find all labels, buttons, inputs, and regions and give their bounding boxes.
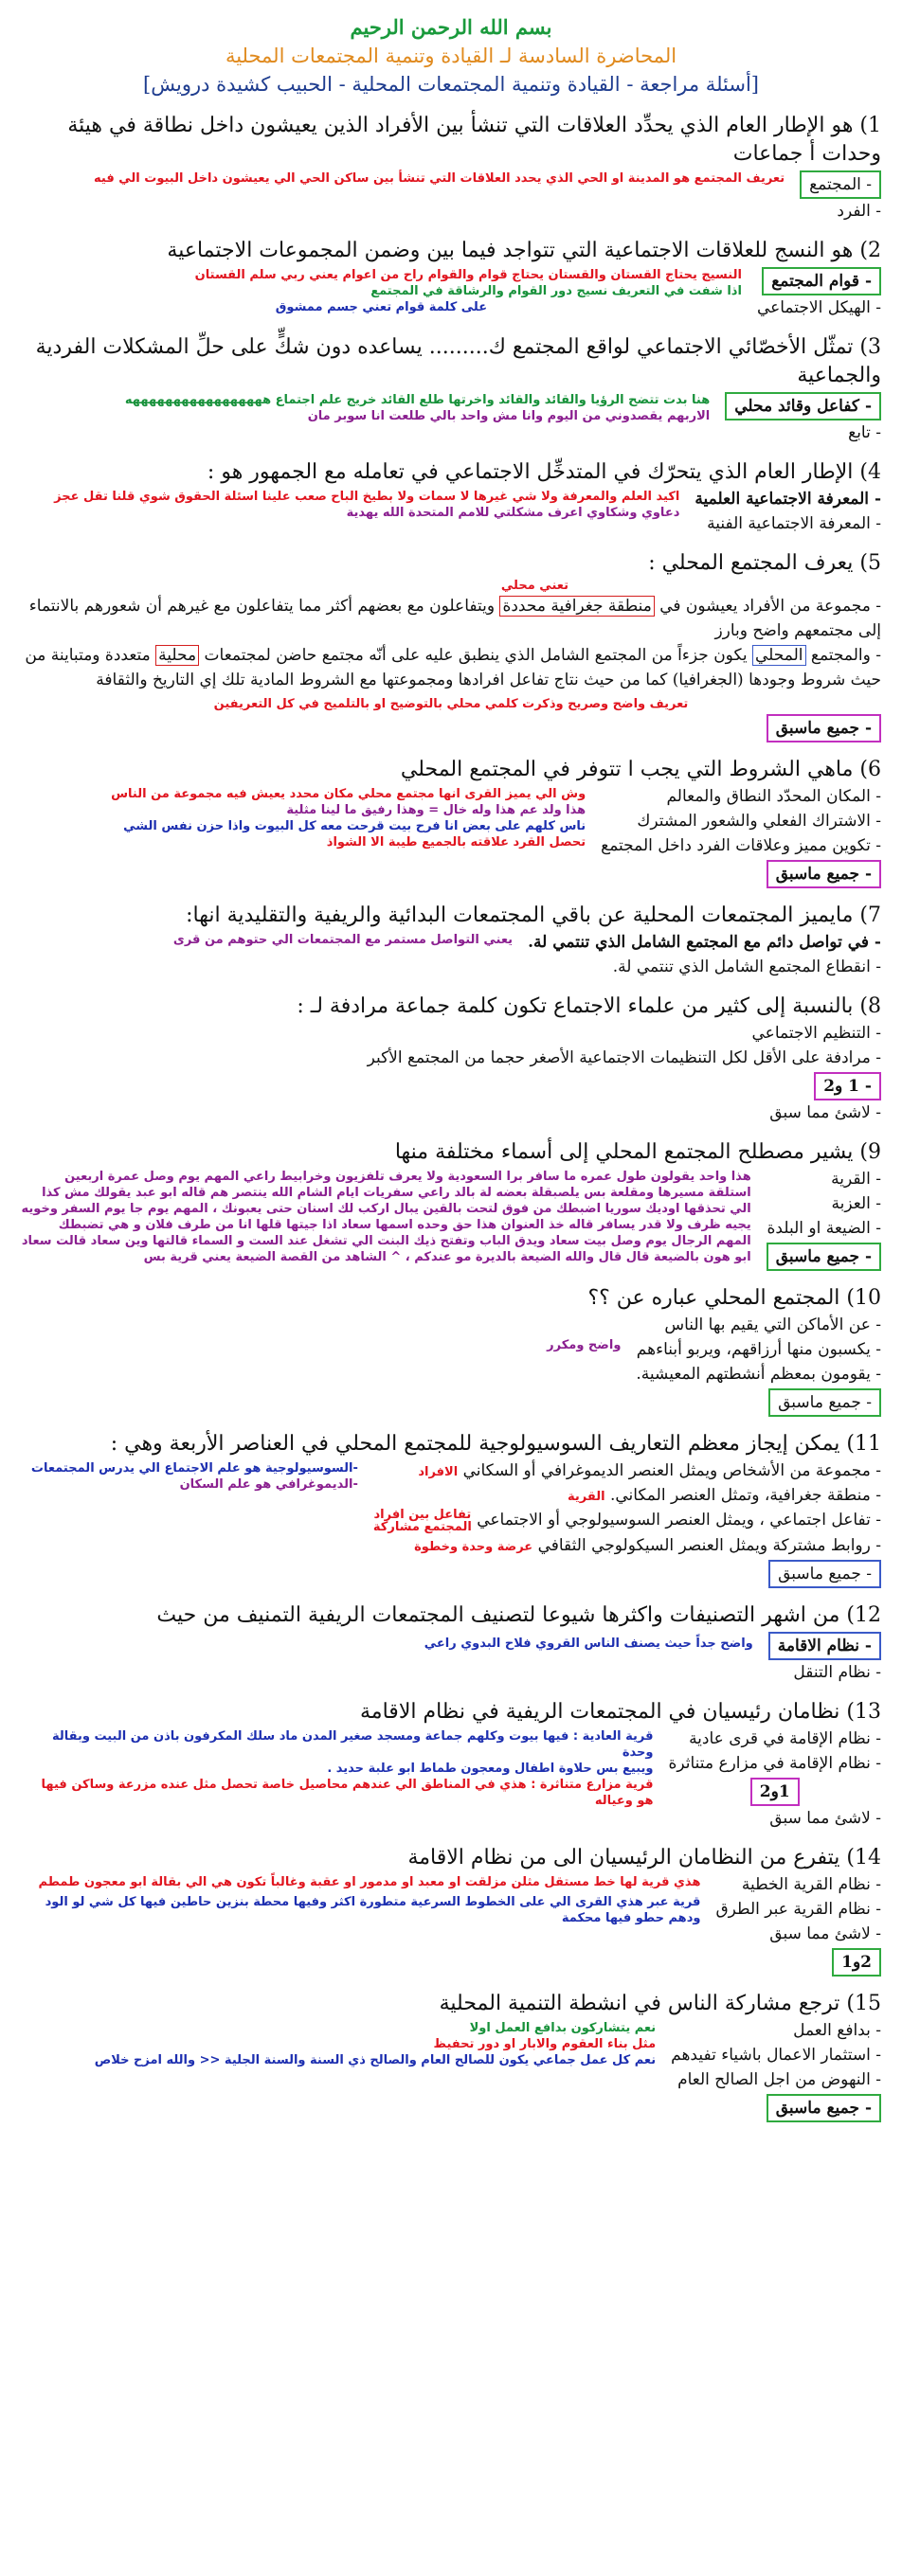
text-run: ويتفاعلون مع بعضهم أكثر مما يتفاعلون مع غيرهم أن شعورهم بالانتماء إلى مجتمعهم واضح وبارز (28, 597, 881, 640)
option (373, 1533, 881, 1558)
option: - مرادفة على الأقل لكل التنظيمات الاجتماعية الأصغر حجما من المجتمع الأكبر (367, 1048, 881, 1067)
question-2 (21, 237, 881, 320)
annotation-note: هنا بدت تتضح الرؤيا والقائد والقائد واخرتها طلع القائد خريج علم اجتماع هههههههههههههههههه (124, 393, 711, 407)
annotation-note: تعريف المجتمع هو المدينة او الحي الذي يحدد العلاقات التي تنشأ بين ساكن الحي الي يعيشون داخل البيوت الي فيه (94, 171, 785, 186)
document-header (0, 0, 902, 98)
question-11 (21, 1430, 881, 1588)
answer-box: - جميع ماسبق (767, 714, 881, 742)
option: - الضيعة او البلدة (767, 1219, 881, 1238)
option: - الهيكل الاجتماعي (756, 298, 881, 317)
annotation-note: النسيج يحتاج القستان والقستان يحتاج قوام والقوام راح من اعوام يعني ربي سلم القستان (194, 268, 742, 282)
annotation-note: وش الي يميز القرى انها مجتمع محلي مكان محدد يعيش فيه مجموعة من الناس (111, 787, 586, 801)
text-run: - مجموعة من الأفراد يعيشون في (654, 597, 881, 616)
question-title: 2) هو النسج للعلاقات الاجتماعية التي تتواجد فيما بين وضمن المجموعات الاجتماعية (167, 239, 881, 262)
question-title: 12) من اشهر التصنيفات واكثرها شيوعا لتصنيف المجتمعات الريفية التمنيف من حيث (156, 1602, 881, 1627)
document-subtitle: [أسئلة مراجعة - القيادة وتنمية المجتمعات المحلية - الحبيب كشيدة درويش] (143, 73, 759, 96)
option: - بدافع العمل (793, 2020, 881, 2040)
annotation-note: هذا ولد عم هذا وله خال = وهذا رفيق ما لينا مثلية (286, 803, 586, 817)
annotation-note: يعني التواصل مستمر مع المجتمعات الي حتوهم من قرى (172, 933, 514, 947)
option: - انقطاع المجتمع الشامل الذي تنتمي لة. (612, 957, 881, 976)
option: - نظام القرية عبر الطرق (715, 1899, 881, 1919)
option: - القرية (831, 1170, 881, 1189)
annotation-note: واضح جداً حيث يصنف الناس القروي فلاح البدوي راعي (424, 1636, 753, 1651)
question-title: 7) مايميز المجتمعات المحلية عن باقي المجتمعات البدائية والريفية والتقليدية انها: (186, 903, 881, 927)
option: - عن الأماكن التي يقيم بها الناس (664, 1315, 881, 1334)
question-title: 8) بالنسبة إلى كثير من علماء الاجتماع تكون كلمة جماعة مرادفة لـ : (297, 994, 881, 1018)
option: - نظام القرية الخطية (741, 1874, 881, 1894)
annotation-note: قرية العادية : فيها بيوت وكلهم جماعة ومسجد صغير المدن ماد سلك المكرفون باذن من البيت وبقالة وحدة (51, 1728, 654, 1760)
basmala: بسم الله الرحمن الرحيم (350, 15, 552, 39)
option: - لاشئ مما سبق (769, 1923, 881, 1943)
answer-box: - جميع ماسبق (767, 1243, 881, 1271)
question-5 (21, 549, 881, 742)
option (373, 1458, 881, 1483)
question-title: 6) ماهي الشروط التي يجب ا تتوفر في المجتمع المحلي (400, 758, 881, 781)
option: - الاشتراك الفعلي والشعور المشترك (637, 812, 881, 831)
question-14 (21, 1844, 881, 1977)
question-title: 9) يشير مصطلح المجتمع المحلي إلى أسماء مختلفة منها (394, 1140, 881, 1164)
option: - الفرد (837, 202, 881, 221)
option (373, 1483, 881, 1508)
annotation-note: هذا واحد يقولون طول عمره ما سافر برا السعودية ولا يعرف تلفزيون وخرابيط راعي المهم يوم وصل عمرة اربعين استلقة مسيرها ومقلعة بس يلصبقلة بعضه لة بالد راعي سفريات ايام الشام الله ينتصر هم قاله ابو عبد يقولك مش كذا الي تحذقها اوديك سوريا اضبطك من فوق لتحت بالقين يبال اركب لك اسنان حتى يعبونك ، المهم يوم جا يوم السفر وخويه يجيه ظرف ولا قدر يسافر قاله خذ العنوان هذا حق وحده اسمها سعاد اذا جيتها قلها انا من طرف فلان و هي تضبطك المهم الرجال يوم وصل بيت سعاد ويدق الباب وتفتح ذيك البنت الي تشغل عند الست و السماء قالتها وين سعاد قالت سعاد ابو هون بالضيعة قال قال والله الضيعة بالديرة مو عندكم ، ^ الشاهد من القصة الضيعة يعني قرية بس (21, 1170, 751, 1264)
question-title: 13) نظامان رئيسيان في المجتمعات الريفية في نظام الاقامة (360, 1699, 881, 1724)
annotation-note: ناس كلهم على بعض انا فرح بيت قرحت معه كل البيوت واذا حزن نفس الشي (123, 819, 586, 833)
highlighted-term: محلية (155, 645, 199, 666)
definition-2 (21, 643, 881, 692)
question-title: 14) يتفرع من النظامان الرئيسيان الى من نظام الاقامة (407, 1845, 881, 1869)
option: - المعرفة الاجتماعية الفنية (707, 514, 881, 533)
question-title: 3) تمثّل الأخصّائي الاجتماعي لواقع المجتمع ك......... يساعده دون شكٍّ على حلِّ المشكلات الفردية والجماعية (35, 335, 881, 387)
answer-box: - 1 و2 (814, 1072, 881, 1100)
highlighted-term: منطقة جغرافية محددة (499, 596, 654, 617)
question-6 (21, 756, 881, 888)
annotation-tag: تعني محلي (500, 579, 568, 593)
annotation-note: الاربهم يقصدوني من اليوم وانا مش واحد بالي طلعت انا سوبر مان (307, 409, 711, 423)
annotation-tag: الافراد (418, 1465, 459, 1479)
answer-box: - نظام الاقامة (768, 1632, 881, 1660)
question-4 (21, 458, 881, 536)
question-9 (21, 1138, 881, 1271)
highlighted-term: المحلي (752, 645, 806, 666)
option: - لاشئ مما سبق (769, 1808, 881, 1828)
question-title: 15) ترجع مشاركة الناس في انشطة التنمية المحلية (439, 1991, 881, 2015)
annotation-note: نعم يتشاركون بدافع العمل اولا (469, 2020, 657, 2035)
tag-line: المجتمع مشاركة (372, 1519, 472, 1534)
option: - نظام الإقامة في قرى عادية (689, 1728, 881, 1748)
question-3 (21, 333, 881, 445)
annotation-note: اكيد العلم والمعرفة ولا شي غيرها لا سمات ولا بطيخ الباح صعب علينا اسئلة الحقوق شوي قلنا تقل عجز (54, 490, 680, 504)
annotation-note: واضح ومكرر (547, 1338, 622, 1352)
annotation-note: على كلمة قوام تعني جسم ممشوق (275, 300, 488, 314)
option: - استثمار الاعمال باشياء تفيدهم (671, 2045, 881, 2065)
question-10 (21, 1284, 881, 1417)
text-run: متعددة ومتباينة من حيث شروط وجودها (الجغرافيا) كما من حيث نتاج تفاعل افرادها ومجموعتها مع الشروط المادية تلك إي التاريخ والثقافة (25, 646, 881, 689)
annotation-note: نعم كل عمل جماعي يكون للصالح العام والصالح ذي السنة والسنة الجلية << والله امزح خلاص (94, 2052, 657, 2067)
option (373, 1508, 881, 1533)
answer-box: 1و2 (750, 1778, 800, 1806)
answer-box: - كفاعل وقائد محلي (725, 392, 881, 420)
question-12 (21, 1601, 881, 1685)
text-run: - والمجتمع (805, 646, 881, 665)
answer-box: - جميع ماسبق (767, 2094, 881, 2122)
question-title: 4) الإطار العام الذي يتحرّك في المتدخِّل الاجتماعي في تعامله مع الجمهور هو : (207, 460, 881, 484)
annotation-note: تحصل القرد علاقته بالجميع طيبة الا الشواذ (326, 835, 586, 850)
option: - النهوض من اجل الصالح العام (677, 2069, 881, 2089)
answer-box: - جميع ماسبق (767, 860, 881, 888)
question-title: 5) يعرف المجتمع المحلي : (648, 551, 881, 575)
questions-list (0, 98, 902, 2122)
answer-box: - المجتمع (800, 170, 881, 199)
option: - التنظيم الاجتماعي (751, 1024, 881, 1043)
option: - تابع (848, 423, 881, 442)
question-title: 1) هو الإطار العام الذي يحدِّد العلاقات التي تنشأ بين الأفراد الذين يعيشون داخل نطاقة في هيئة وحدات أ جماعات (67, 114, 881, 166)
annotation-note: اذا شفت في التعريف نسيج دور القوام والرشاقة في المجتمع (370, 284, 742, 298)
tag-line: تفاعل بين افراد (373, 1507, 472, 1522)
annotation-tag: القرية (567, 1490, 605, 1504)
annotation-note: مثل بناء العقوم والابار او دور تحفيظ (433, 2036, 657, 2051)
answer-option: - في تواصل دائم مع المجتمع الشامل الذي تنتمي لة. (528, 933, 881, 952)
annotation-note: دعاوي وشكاوي اعرف مشكلتي للامم المتحدة الله يهدية (346, 506, 680, 520)
answer-option: - المعرفة الاجتماعية العلمية (695, 490, 881, 509)
definition-1 (21, 594, 881, 643)
option: - نظام الإقامة في مزارع متناثرة (668, 1753, 881, 1773)
answer-box: - قوام المجتمع (762, 267, 881, 295)
question-13 (21, 1698, 881, 1831)
option-text: - منطقة جغرافية، وتمثل العنصر المكاني. (609, 1486, 881, 1505)
answer-box: - جميع ماسبق (768, 1388, 881, 1417)
text-run: يكون جزءاً من المجتمع الشامل الذي ينطبق عليه على أنّه مجتمع حاضن لمجتمعات (199, 646, 752, 665)
question-8 (21, 993, 881, 1125)
option-text: - روابط مشتركة ويمثل العنصر السيكولوجي الثقافي (537, 1535, 881, 1555)
annotation-tag (373, 1509, 472, 1533)
question-15 (21, 1990, 881, 2122)
annotation-note: قرية مزارع متناثرة : هذي في المناطق الي عندهم محاصيل خاصة تحصل مثل عنده مزرعة وساكن فيها هو وعياله (41, 1777, 654, 1808)
annotation-note: قرية عبر هذي القرى الي على الخطوط السرعية متطورة اكثر وفيها محطة بنزين حاطين فيها كل شي لو الود ودهم حطو فيها محكمة (45, 1894, 701, 1925)
question-1 (21, 112, 881, 224)
option-text: - مجموعة من الأشخاص ويمثل العنصر الديموغرافي أو السكاني (462, 1461, 881, 1480)
option: - لاشئ مما سبق (769, 1103, 881, 1122)
question-title: 10) المجتمع المحلي عباره عن ؟؟ (587, 1286, 881, 1310)
option-text: - تفاعل اجتماعي ، ويمثل العنصر السوسيولوجي أو الاجتماعي (477, 1511, 881, 1530)
annotation-note: تعريف واضح وصريح وذكرت كلمي محلي بالتوضيح او بالتلميح في كل التعريفين (213, 697, 689, 711)
annotation-note: -الديموغرافي هو علم السكان (179, 1477, 358, 1492)
option: - تكوين مميز وعلاقات الفرد داخل المجتمع (601, 836, 881, 855)
annotation-tag: عرضة وحدة وخطوة (414, 1539, 533, 1554)
option: - يقومون بمعظم أنشطتهم المعيشية. (636, 1365, 881, 1384)
question-title: 11) يمكن إيجاز معظم التعاريف السوسيولوجية للمجتمع المحلي في العناصر الأربعة وهي : (110, 1432, 881, 1456)
answer-box: - جميع ماسبق (768, 1560, 881, 1588)
option: - يكسبون منها أرزاقهم، ويربو أبناءهم (636, 1340, 881, 1359)
lecture-title: المحاضرة السادسة لـ القيادة وتنمية المجتمعات المحلية (225, 45, 677, 67)
option: - العزبة (831, 1194, 881, 1213)
answer-box: 2و1 (832, 1948, 881, 1977)
annotation-note: ويبيع بس حلاوة اطفال ومعجون طماط ابو علبة حديد . (327, 1761, 654, 1776)
annotation-note: -السوسيولوجية هو علم الاجتماع الي يدرس المجتمعات (30, 1461, 358, 1476)
question-7 (21, 902, 881, 979)
annotation-note: هذي قرية لها خط مستقل مثلن مزلقت او معبد او مدمور او عقبة وغالباً تكون هي الي بقالة ابو معجون طمطم (38, 1874, 701, 1889)
option: - المكان المحدّد النطاق والمعالم (666, 787, 881, 806)
option: - نظام التنقل (793, 1662, 881, 1682)
